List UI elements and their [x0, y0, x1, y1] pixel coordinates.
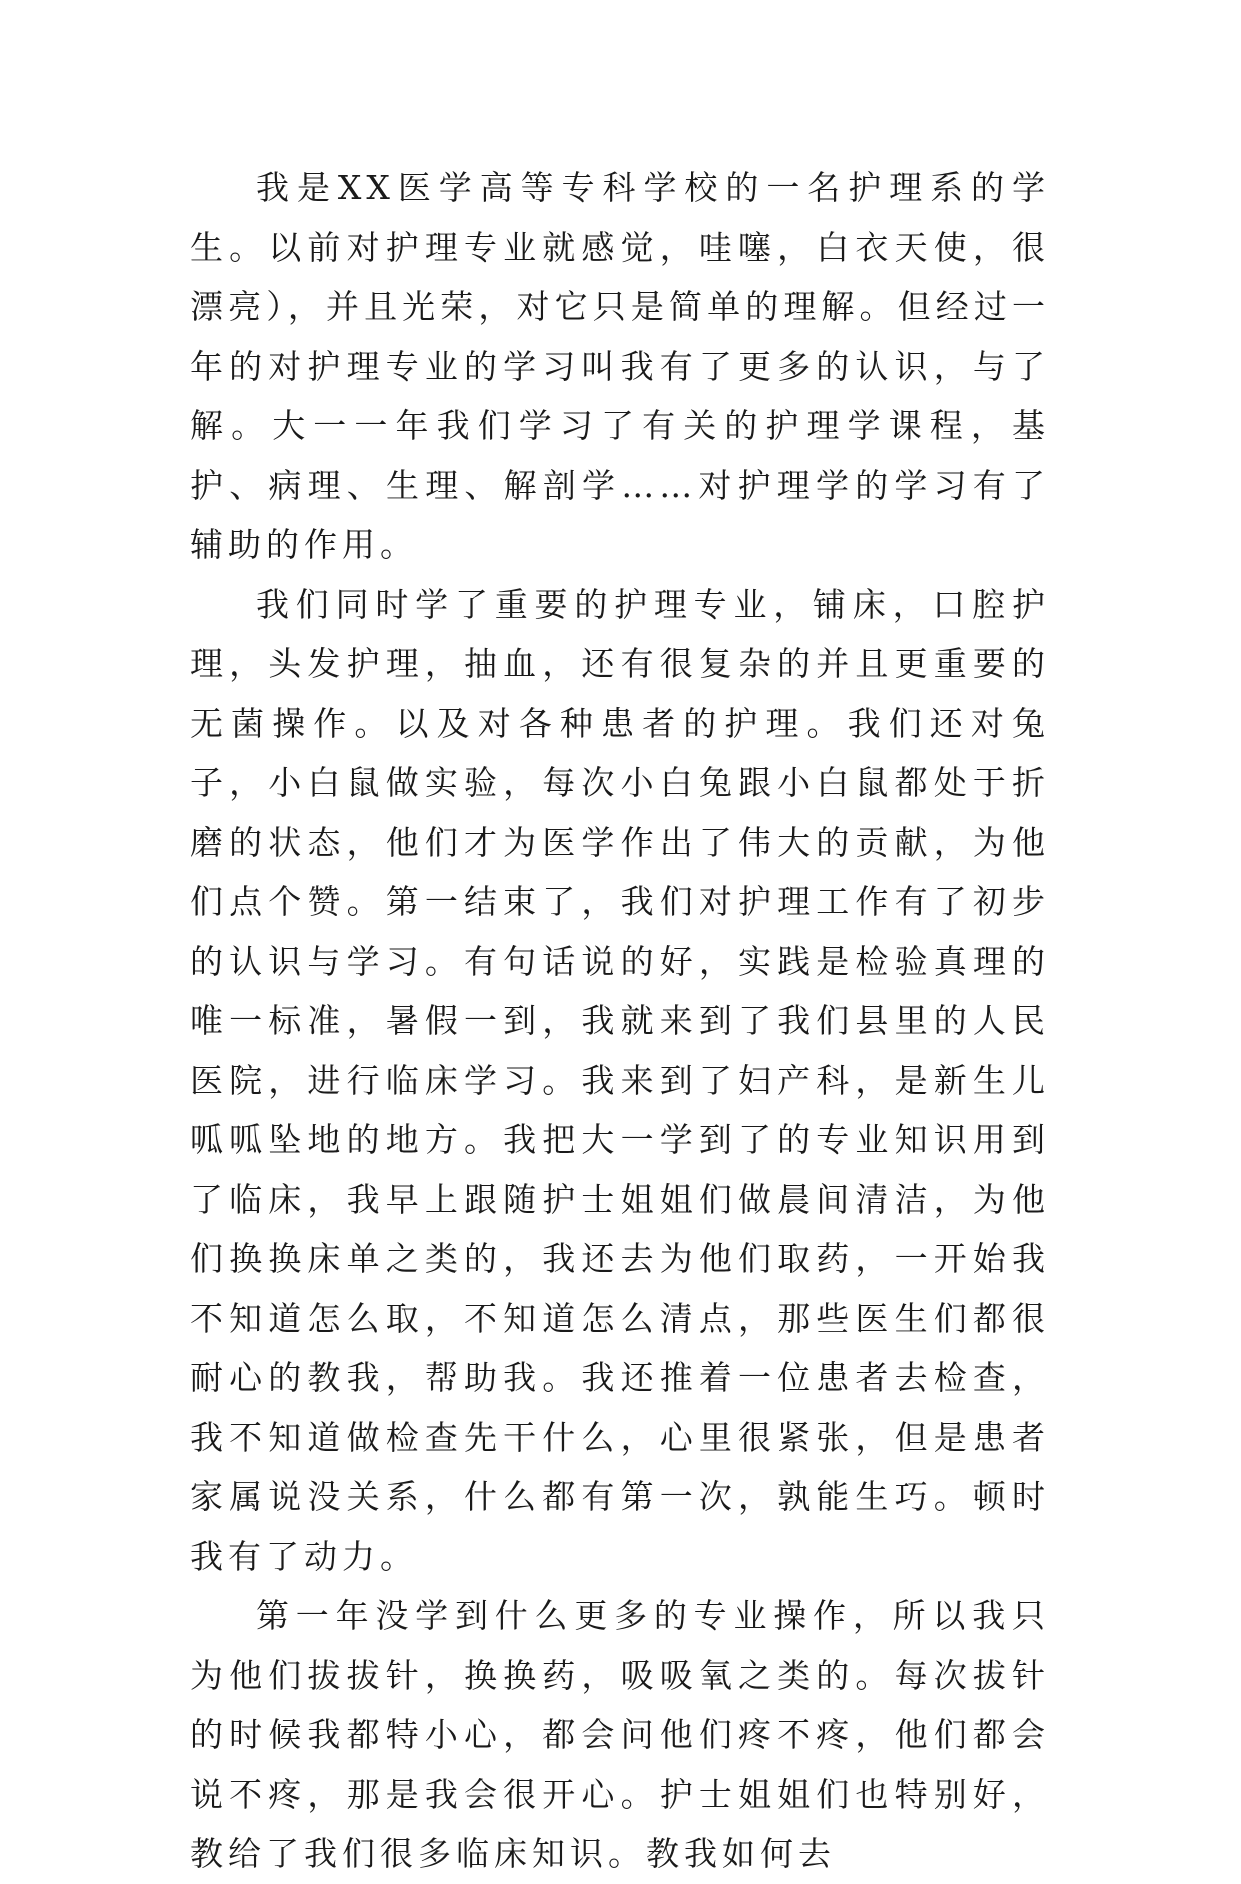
paragraph-2: 我们同时学了重要的护理专业，铺床，口腔护理，头发护理，抽血，还有很复杂的并且更重要的无菌操作。以及对各种患者的护理。我们还对兔子，小白鼠做实验，每次小白兔跟小白鼠都处于折磨的状态，他们才为医学作出了伟大的贡献，为他们点个赞。第一结束了，我们对护理工作有了初步的认识与学习。有句话说的好，实践是检验真理的唯一标准，暑假一到，我就来到了我们县里的人民医院，进行临床学习。我来到了妇产科，是新生儿呱呱坠地的地方。我把大一学到了的专业知识用到了临床，我早上跟随护士姐姐们做晨间清洁，为他们换换床单之类的，我还去为他们取药，一开始我不知道怎么取，不知道怎么清点，那些医生们都很耐心的教我，帮助我。我还推着一位患者去检查，我不知道做检查先干什么，心里很紧张，但是患者家属说没关系，什么都有第一次，孰能生巧。顿时我有了动力。 [190, 584, 1050, 1576]
paragraph-3: 第一年没学到什么更多的专业操作，所以我只为他们拔拔针，换换药，吸吸氧之类的。每次拔针的时候我都特小心，都会问他们疼不疼，他们都会说不疼，那是我会很开心。护士姐姐们也特别好，教给了我们很多临床知识。教我如何去 [190, 1596, 1050, 1873]
paragraph-1: 我是XX医学高等专科学校的一名护理系的学生。以前对护理专业就感觉，哇噻，白衣天使，很漂亮），并且光荣，对它只是简单的理解。但经过一年的对护理专业的学习叫我有了更多的认识，与了解。大一一年我们学习了有关的护理学课程，基护、病理、生理、解剖学……对护理学的学习有了辅助的作用。 [190, 168, 1050, 564]
document-body [190, 158, 1050, 1884]
